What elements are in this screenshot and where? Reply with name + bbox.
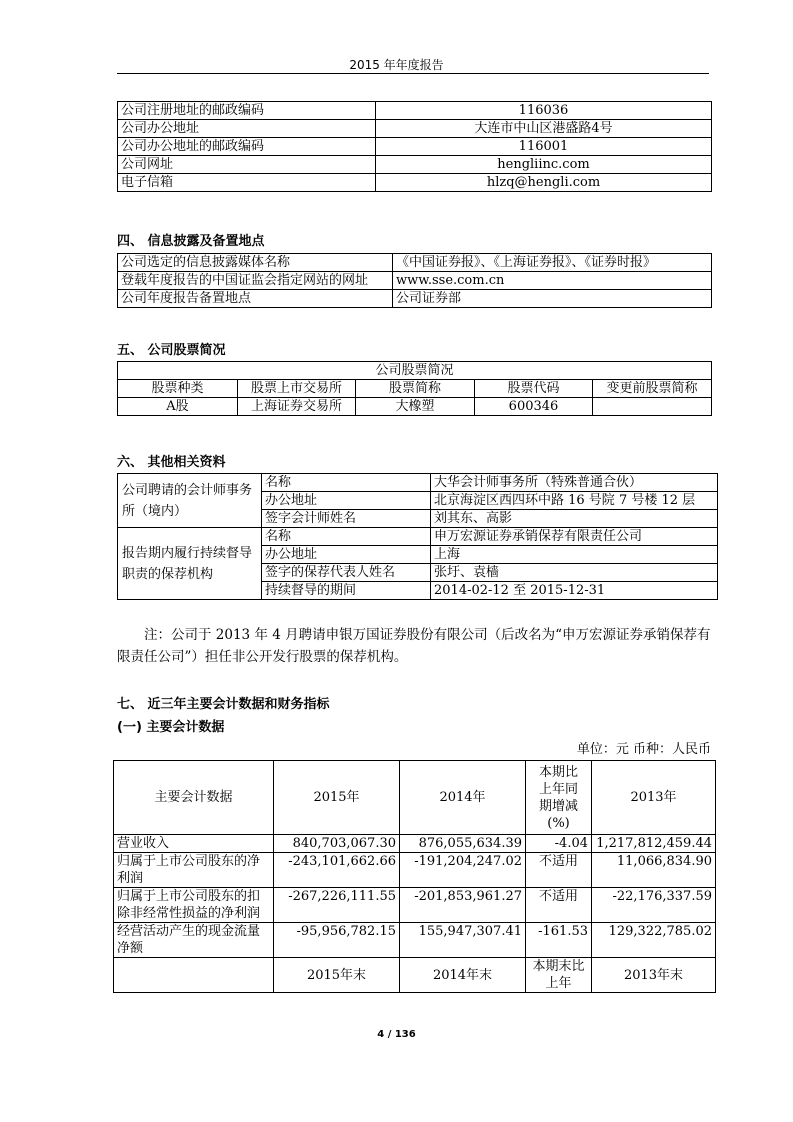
label-cell: 公司办公地址 — [118, 120, 376, 138]
table-row — [118, 398, 712, 416]
table-row — [114, 888, 716, 923]
value-cell: 11,066,834.90 — [592, 853, 716, 888]
header-cell: 变更前股票简称 — [593, 380, 712, 398]
table-row — [118, 290, 712, 308]
value-cell: www.sse.com.cn — [393, 272, 712, 290]
value-cell: 刘其东、高影 — [431, 510, 718, 528]
table-row — [114, 761, 716, 835]
key-cell: 签字的保荐代表人姓名 — [262, 564, 431, 582]
value-cell: -191,204,247.02 — [400, 853, 526, 888]
table-row — [118, 362, 712, 380]
group-label: 公司聘请的会计师事务所（境内） — [118, 474, 262, 528]
value-cell: 155,947,307.41 — [400, 923, 526, 958]
value-cell: 876,055,634.39 — [400, 835, 526, 853]
key-cell: 名称 — [262, 474, 431, 492]
value-cell: -4.04 — [526, 835, 592, 853]
value-cell: 北京海淀区西四环中路 16 号院 7 号楼 12 层 — [431, 492, 718, 510]
header-cell: 2013年 — [592, 761, 716, 835]
stock-table-title: 公司股票简况 — [118, 362, 712, 380]
table-row — [118, 272, 712, 290]
value-cell: 116036 — [376, 102, 712, 120]
value-cell: 129,322,785.02 — [592, 923, 716, 958]
value-cell: 840,703,067.30 — [274, 835, 400, 853]
table-row — [118, 174, 712, 192]
accounting-table — [113, 760, 716, 993]
table-row — [118, 380, 712, 398]
value-cell: 不适用 — [526, 888, 592, 923]
value-cell: -161.53 — [526, 923, 592, 958]
section6-title: 六、 其他相关资料 — [117, 455, 226, 470]
note-paragraph: 注：公司于 2013 年 4 月聘请申银万国证券股份有限公司（后改名为“申万宏源证券承销保荐有限责任公司”）担任非公开发行股票的保荐机构。 — [117, 627, 711, 665]
data-cell: 上海证券交易所 — [238, 398, 356, 416]
section5-title: 五、 公司股票简况 — [117, 343, 226, 358]
table-row — [118, 254, 712, 272]
key-cell: 名称 — [262, 528, 431, 546]
row-label: 归属于上市公司股东的净利润 — [114, 853, 274, 888]
value-cell: hlzq@hengli.com — [376, 174, 712, 192]
value-cell: 上海 — [431, 546, 718, 564]
section7-subtitle: (一) 主要会计数据 — [117, 720, 225, 735]
table-row — [114, 835, 716, 853]
label-cell: 电子信箱 — [118, 174, 376, 192]
value-cell: -22,176,337.59 — [592, 888, 716, 923]
header-cell: 本期比上年同期增减(%) — [526, 761, 592, 835]
stock-table — [117, 361, 712, 416]
table-row — [118, 138, 712, 156]
table-row — [114, 958, 716, 993]
table-row — [118, 102, 712, 120]
label-cell: 公司网址 — [118, 156, 376, 174]
header-cell: 股票代码 — [475, 380, 593, 398]
value-cell: 公司证券部 — [393, 290, 712, 308]
value-cell: 2014-02-12 至 2015-12-31 — [431, 582, 718, 600]
value-cell: -267,226,111.55 — [274, 888, 400, 923]
value-cell: -95,956,782.15 — [274, 923, 400, 958]
data-cell — [593, 398, 712, 416]
unit-label: 单位：元 币种：人民币 — [576, 742, 711, 757]
data-cell: 600346 — [475, 398, 593, 416]
table-row — [114, 923, 716, 958]
page-header: 2015 年年度报告 — [349, 58, 444, 72]
header-cell: 股票简称 — [356, 380, 475, 398]
key-cell: 持续督导的期间 — [262, 582, 431, 600]
table-row — [114, 853, 716, 888]
section4-title: 四、 信息披露及备置地点 — [117, 234, 265, 249]
value-cell: 张圩、袁樯 — [431, 564, 718, 582]
label-cell: 公司年度报告备置地点 — [118, 290, 393, 308]
table-row — [118, 528, 718, 546]
label-cell: 登载年度报告的中国证监会指定网站的网址 — [118, 272, 393, 290]
group-label: 报告期内履行持续督导职责的保荐机构 — [118, 528, 262, 600]
section7-title: 七、 近三年主要会计数据和财务指标 — [117, 697, 330, 712]
label-cell: 公司注册地址的邮政编码 — [118, 102, 376, 120]
header-cell: 2015年 — [274, 761, 400, 835]
value-cell: 《中国证券报》、《上海证券报》、《证券时报》 — [393, 254, 712, 272]
page-number: 4 / 136 — [377, 1029, 416, 1040]
value-cell: 不适用 — [526, 853, 592, 888]
row-label: 营业收入 — [114, 835, 274, 853]
header-cell: 2013年末 — [592, 958, 716, 993]
contact-table — [117, 101, 712, 192]
label-cell: 公司办公地址的邮政编码 — [118, 138, 376, 156]
row-label: 经营活动产生的现金流量净额 — [114, 923, 274, 958]
header-rule — [117, 73, 709, 74]
value-cell: 116001 — [376, 138, 712, 156]
header-cell: 2014年末 — [400, 958, 526, 993]
header-cell: 股票种类 — [118, 380, 238, 398]
header-cell: 本期末比上年 — [526, 958, 592, 993]
key-cell: 办公地址 — [262, 492, 431, 510]
table-row — [118, 474, 718, 492]
value-cell: 1,217,812,459.44 — [592, 835, 716, 853]
data-cell: 大橡塑 — [356, 398, 475, 416]
value-cell: -201,853,961.27 — [400, 888, 526, 923]
header-cell: 2014年 — [400, 761, 526, 835]
header-cell: 主要会计数据 — [114, 761, 274, 835]
value-cell: 大华会计师事务所（特殊普通合伙） — [431, 474, 718, 492]
value-cell: 大连市中山区港盛路4号 — [376, 120, 712, 138]
header-cell: 2015年末 — [274, 958, 400, 993]
header-cell — [114, 958, 274, 993]
data-cell: A股 — [118, 398, 238, 416]
key-cell: 签字会计师姓名 — [262, 510, 431, 528]
label-cell: 公司选定的信息披露媒体名称 — [118, 254, 393, 272]
value-cell: -243,101,662.66 — [274, 853, 400, 888]
value-cell: 申万宏源证券承销保荐有限责任公司 — [431, 528, 718, 546]
disclosure-table — [117, 253, 712, 308]
key-cell: 办公地址 — [262, 546, 431, 564]
value-cell: hengliinc.com — [376, 156, 712, 174]
other-info-table — [117, 473, 718, 600]
row-label: 归属于上市公司股东的扣除非经常性损益的净利润 — [114, 888, 274, 923]
header-cell: 股票上市交易所 — [238, 380, 356, 398]
table-row — [118, 120, 712, 138]
table-row — [118, 156, 712, 174]
